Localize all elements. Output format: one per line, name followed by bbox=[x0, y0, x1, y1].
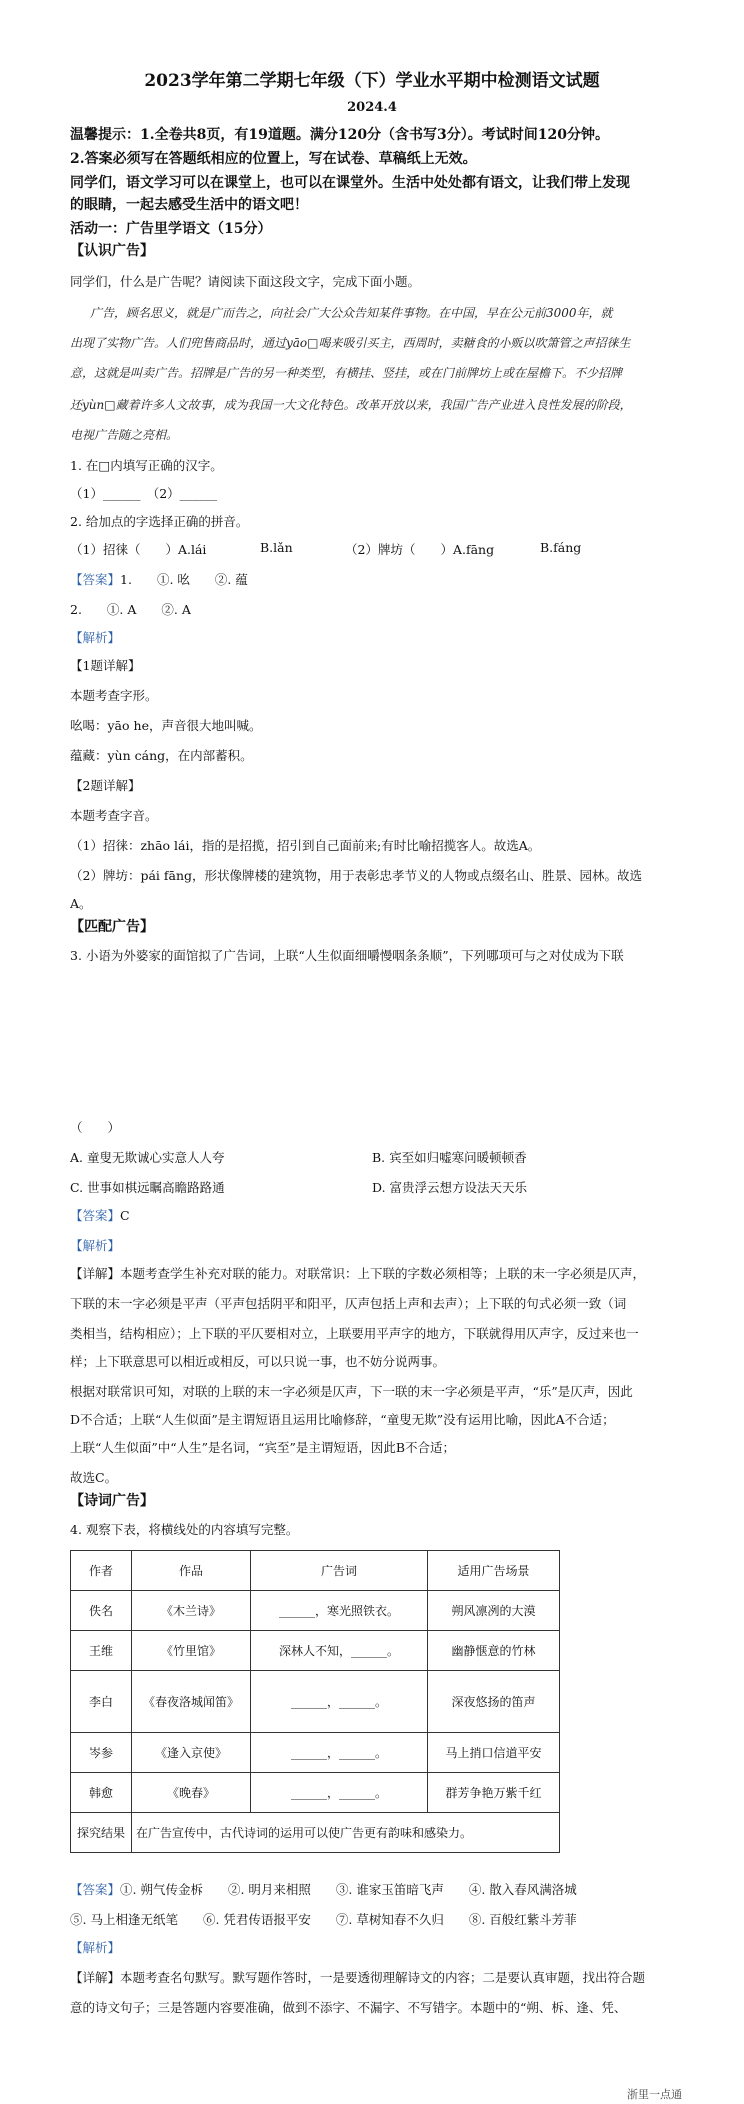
table-cell: 朔风凛冽的大漠 bbox=[428, 1591, 560, 1631]
option: （2）牌坊（ ）A.fāng bbox=[345, 542, 495, 557]
table-cell: ______，______。 bbox=[251, 1733, 428, 1773]
question-3-paren: （ ） bbox=[70, 1120, 121, 1135]
detail-text: 故选C。 bbox=[70, 1470, 118, 1485]
notice-line: 温馨提示：1.全卷共8页，有19道题。满分120分（含书写3分）。考试时间120分钟。 bbox=[70, 127, 610, 143]
answer-3 bbox=[70, 1206, 684, 1224]
table-cell: 佚名 bbox=[71, 1591, 132, 1631]
table-cell: 深夜悠扬的笛声 bbox=[428, 1671, 560, 1733]
answer-label: 【答案】 bbox=[70, 572, 121, 587]
question-2: 2. 给加点的字选择正确的拼音。 bbox=[70, 514, 249, 529]
table-cell: 《逢入京使》 bbox=[132, 1733, 251, 1773]
answer-text: 1. ①. 吆 ②. 蕴 bbox=[120, 572, 248, 587]
analysis-label: 【解析】 bbox=[70, 630, 121, 645]
answer-4 bbox=[70, 1880, 684, 1898]
passage-line: 还yùn□藏着许多人文故事，成为我国一大文化特色。改革开放以来，我国广告产业进入良性发展的阶段， bbox=[70, 398, 632, 412]
section-heading: 【诗词广告】 bbox=[70, 1493, 154, 1509]
table-row bbox=[71, 1591, 560, 1631]
answer-text: ①. 朔气传金柝 ②. 明月来相照 ③. 谁家玉笛暗飞声 ④. 散入春风满洛城 bbox=[120, 1882, 577, 1897]
table-cell: 韩愈 bbox=[71, 1773, 132, 1813]
option: B.fáng bbox=[540, 540, 582, 555]
detail-label: 【2题详解】 bbox=[70, 778, 141, 793]
table-cell: 《竹里馆》 bbox=[132, 1631, 251, 1671]
activity-heading: 活动一：广告里学语文（15分） bbox=[70, 221, 272, 237]
table-cell: 王维 bbox=[71, 1631, 132, 1671]
passage-line: 电视广告随之亮相。 bbox=[70, 428, 179, 442]
table-cell: 深林人不知，______。 bbox=[251, 1631, 428, 1671]
notice-line: 同学们，语文学习可以在课堂上，也可以在课堂外。生活中处处都有语文，让我们带上发现 bbox=[70, 175, 630, 191]
table-cell: 探究结果 bbox=[71, 1813, 132, 1853]
answer-label: 【答案】 bbox=[70, 1882, 121, 1897]
section-heading: 【匹配广告】 bbox=[70, 919, 154, 935]
table-cell: ______，寒光照铁衣。 bbox=[251, 1591, 428, 1631]
question-1: 1. 在□内填写正确的汉字。 bbox=[70, 458, 223, 473]
table-cell: 《晚春》 bbox=[132, 1773, 251, 1813]
passage-line: 出现了实物广告。人们兜售商品时，通过yāo□喝来吸引买主，西周时，卖糖食的小贩以吹箫管之声招徕生 bbox=[70, 336, 631, 350]
detail-text: 【详解】本题考查学生补充对联的能力。对联常识：上下联的字数必须相等；上联的末一字必须是仄声， bbox=[70, 1266, 646, 1281]
option-b: B. 宾至如归嘘寒问暖顿顿香 bbox=[372, 1150, 527, 1165]
passage-line: 广告，顾名思义，就是广而告之，向社会广大公众告知某件事物。在中国，早在公元前3000年，就 bbox=[90, 306, 613, 320]
detail-text: 类相当，结构相应）；上下联的平仄要相对立，上联要用平声字的地方，下联就得用仄声字，反过来也一 bbox=[70, 1326, 639, 1341]
answer-4-cont: ⑤. 马上相逢无纸笔 ⑥. 凭君传语报平安 ⑦. 草树知春不久归 ⑧. 百般红紫斗芳菲 bbox=[70, 1912, 577, 1927]
table-header: 作者 bbox=[71, 1551, 132, 1591]
table-row bbox=[71, 1733, 560, 1773]
table-header: 适用广告场景 bbox=[428, 1551, 560, 1591]
table-cell: ______，______。 bbox=[251, 1671, 428, 1733]
detail-text: 【详解】本题考查名句默写。默写题作答时，一是要透彻理解诗文的内容；二是要认真审题，找出符合题 bbox=[70, 1970, 646, 1985]
detail-text: 吆喝：yāo he，声音很大地叫喊。 bbox=[70, 718, 262, 733]
question-4: 4. 观察下表，将横线处的内容填写完整。 bbox=[70, 1522, 299, 1537]
detail-text: （2）牌坊：pái fāng，形状像牌楼的建筑物，用于表彰忠孝节义的人物或点缀名山、胜景、园林。故选 bbox=[70, 868, 643, 883]
answer-text: C bbox=[120, 1208, 130, 1223]
table-row bbox=[71, 1773, 560, 1813]
table-cell: ______，______。 bbox=[251, 1773, 428, 1813]
footer-watermark: 浙里一点通 bbox=[627, 2088, 682, 2101]
table-cell: 李白 bbox=[71, 1671, 132, 1733]
option-d: D. 富贵浮云想方设法天天乐 bbox=[372, 1180, 528, 1195]
detail-text: 本题考查字音。 bbox=[70, 808, 158, 823]
option: B.lǎn bbox=[260, 540, 293, 555]
question-1-blanks: （1）______ （2）______ bbox=[70, 486, 218, 501]
answer-1 bbox=[70, 570, 684, 588]
detail-text: 本题考查字形。 bbox=[70, 688, 158, 703]
detail-text: 根据对联常识可知，对联的上联的末一字必须是仄声，下一联的末一字必须是平声，“乐”是仄声，因此 bbox=[70, 1384, 633, 1399]
table-cell: 群芳争艳万紫千红 bbox=[428, 1773, 560, 1813]
analysis-label: 【解析】 bbox=[70, 1940, 121, 1955]
table-cell: 幽静惬意的竹林 bbox=[428, 1631, 560, 1671]
table-cell: 在广告宣传中，古代诗词的运用可以使广告更有韵味和感染力。 bbox=[132, 1813, 560, 1853]
section-heading: 【认识广告】 bbox=[70, 243, 154, 259]
table-row bbox=[71, 1671, 560, 1733]
notice-line: 的眼睛，一起去感受生活中的语文吧！ bbox=[70, 197, 308, 213]
answer-label: 【答案】 bbox=[70, 1208, 121, 1223]
detail-label: 【1题详解】 bbox=[70, 658, 141, 673]
table-cell: 《春夜洛城闻笛》 bbox=[132, 1671, 251, 1733]
detail-text: 下联的末一字必须是平声（平声包括阴平和阳平，仄声包括上声和去声）；上下联的句式必须一致（词 bbox=[70, 1296, 627, 1311]
passage-line: 意，这就是叫卖广告。招牌是广告的另一种类型，有横挂、竖挂，或在门前牌坊上或在屋檐下。不少招牌 bbox=[70, 366, 623, 380]
table-result-row bbox=[71, 1813, 560, 1853]
intro-text: 同学们，什么是广告呢？请阅读下面这段文字，完成下面小题。 bbox=[70, 274, 421, 289]
table-cell: 马上捎口信道平安 bbox=[428, 1733, 560, 1773]
table-cell: 《木兰诗》 bbox=[132, 1591, 251, 1631]
detail-text: 意的诗文句子；三是答题内容要准确，做到不添字、不漏字、不写错字。本题中的“朔、柝、逢、凭、 bbox=[70, 2000, 627, 2015]
poem-table bbox=[70, 1550, 560, 1853]
option-c: C. 世事如棋远瞩高瞻路路通 bbox=[70, 1180, 225, 1195]
detail-text: A。 bbox=[70, 896, 92, 911]
table-header: 广告词 bbox=[251, 1551, 428, 1591]
detail-text: D不合适；上联“人生似面”是主谓短语且运用比喻修辞，“童叟无欺”没有运用比喻，因此A不合适； bbox=[70, 1412, 615, 1427]
answer-2: 2. ①. A ②. A bbox=[70, 602, 191, 617]
exam-date: 2024.4 bbox=[347, 100, 397, 115]
notice-line: 2.答案必须写在答题纸相应的位置上，写在试卷、草稿纸上无效。 bbox=[70, 151, 477, 167]
analysis-label: 【解析】 bbox=[70, 1238, 121, 1253]
exam-title: 2023学年第二学期七年级（下）学业水平期中检测语文试题 bbox=[144, 71, 600, 91]
table-row bbox=[71, 1631, 560, 1671]
question-3: 3. 小语为外婆家的面馆拟了广告词，上联“人生似面细嚼慢咽条条顺”，下列哪项可与之对仗成为下联 bbox=[70, 948, 624, 963]
detail-text: 蕴藏：yùn cáng，在内部蓄积。 bbox=[70, 748, 253, 763]
table-header-row bbox=[71, 1551, 560, 1591]
option-a: A. 童叟无欺诚心实意人人夸 bbox=[70, 1150, 225, 1165]
table-cell: 岑参 bbox=[71, 1733, 132, 1773]
table-header: 作品 bbox=[132, 1551, 251, 1591]
option: （1）招徕（ ）A.lái bbox=[70, 542, 207, 557]
detail-text: 上联“人生似面”中“人生”是名词，“宾至”是主谓短语，因此B不合适； bbox=[70, 1440, 456, 1455]
detail-text: （1）招徕：zhāo lái，指的是招揽，招引到自己面前来;有时比喻招揽客人。故选A。 bbox=[70, 838, 541, 853]
detail-text: 样；上下联意思可以相近或相反，可以只说一事，也不妨分说两事。 bbox=[70, 1354, 446, 1369]
